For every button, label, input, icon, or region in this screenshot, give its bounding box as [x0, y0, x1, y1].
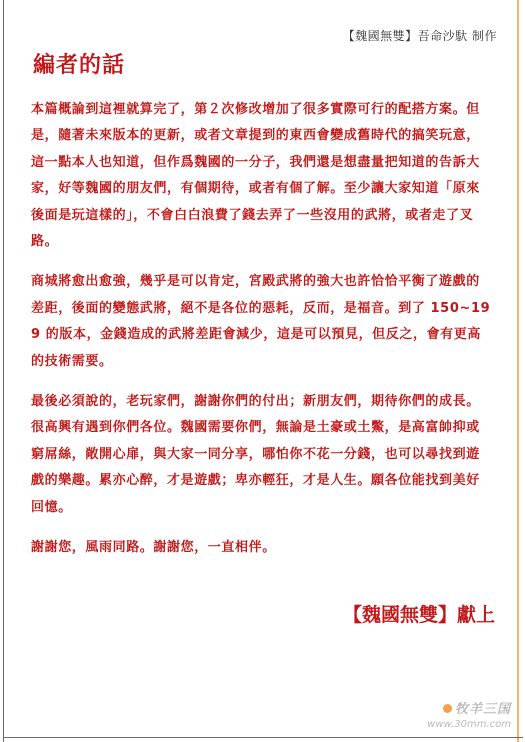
watermark-site-name: 牧羊三国 [454, 702, 511, 717]
page-border-right [517, 0, 519, 742]
watermark-url: www.30mm.com [427, 719, 511, 730]
paragraph-3: 最後必須說的，老玩家們，謝謝你們的付出；新朋友們，期待你們的成長。很高興有遇到你們各位。魏國需要你們，無論是土豪或土鱉，是高富帥抑或窮屌絲，敞開心扉，與大家一同分享，哪怕你不花一分錢，也可以尋找到遊戲的樂趣。累亦心醉，才是遊戲；卑亦輕狂，才是人生。願各位能找到美好回憶。 [31, 394, 480, 515]
paragraph-2: 商城將愈出愈強，幾乎是可以肯定，宮殿武將的強大也許恰恰平衡了遊戲的差距，後面的變態武將，絕不是各位的惡耗，反而，是福音。到了 150~199 的版本，金錢造成的武將差距會減少，這是可以預見，但反之，會有更高的技術需要。 [31, 274, 491, 369]
page-title: 編者的話 [33, 53, 126, 78]
article-body [31, 97, 493, 576]
author-credit: 【魏國無雙】吾命沙馱 制作 [342, 29, 497, 43]
signature: 【魏國無雙】獻上 [342, 604, 495, 626]
logo-circle-icon [443, 704, 452, 713]
page-border-bottom [3, 737, 523, 738]
paragraph-1: 本篇概論到這裡就算完了，第２次修改增加了很多實際可行的配搭方案。但是，隨著未來版本的更新，或者文章提到的東西會變成舊時代的搞笑玩意，這一點本人也知道，但作爲魏國的一分子，我們還是想盡量把知道的告訴大家，好等魏國的朋友們，有個期待，或者有個了解。至少讓大家知道「原來後面是玩這樣的」，不會白白浪費了錢去弄了一些沒用的武將，或者走了叉路。 [31, 102, 480, 250]
site-watermark [427, 700, 511, 732]
paragraph-4: 謝謝您，風雨同路。謝謝您，一直相伴。 [31, 540, 276, 556]
page-border-left [3, 0, 4, 742]
